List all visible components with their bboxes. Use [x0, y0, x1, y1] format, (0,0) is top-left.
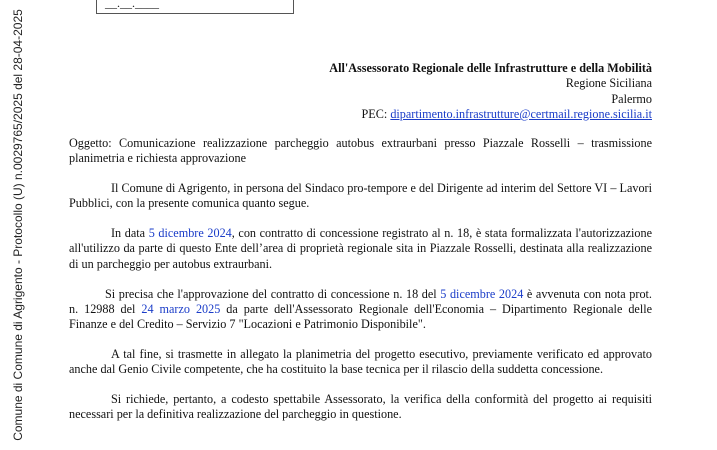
paragraph-request: Si richiede, pertanto, a codesto spettabile Assessorato, la verifica della conformità del progetto ai requisiti necessari per la definitiva realizzazione del parcheggio in questione.: [69, 392, 652, 422]
protocol-stamp-text: Comune di Comune di Agrigento - Protocollo (U) n.0029765/2025 del 28-04-2025: [11, 9, 26, 441]
date-highlight: 24 marzo 2025: [141, 301, 221, 316]
recipient-city: Palermo: [611, 91, 652, 106]
paragraph-concession: [69, 226, 652, 272]
recipient-pec-line: [66, 107, 652, 122]
text-span: è avvenuta con nota prot. n. 12988 del: [69, 286, 652, 316]
subject-line: Oggetto: Comunicazione realizzazione parcheggio autobus extraurbani presso Piazzale Rosselli – trasmissione planimetria e richiesta approvazione: [69, 136, 652, 166]
text-span: In data: [111, 226, 149, 241]
text-span: da parte dell'Assessorato Regionale dell'Economia – Dipartimento Regionale delle Finanze e del Credito – Servizio 7 "Locazioni e Patrimonio Disponibile".: [69, 301, 652, 332]
text-span: , con contratto di concessione registrato al n. 18, è stata formalizzata l'autorizzazione all'utilizzo da parte di questo Ente dell’area di proprietà regionale sita in Piazzale Rosselli, destinata alla realizzazione di un parcheggio per autobus extraurbani.: [69, 226, 653, 271]
recipient-region: Regione Siciliana: [565, 76, 652, 91]
document-page: [66, 0, 652, 450]
paragraph-attachment: A tal fine, si trasmette in allegato la planimetria del progetto esecutivo, previamente verificato ed approvato anche dal Genio Civile competente, che ha costituito la base tecnica per il rilascio della suddetta concessione.: [69, 346, 652, 377]
text-span: Si precisa che l'approvazione del contratto di concessione n. 18 del: [105, 286, 441, 301]
protocol-stamp: [0, 0, 36, 450]
recipient-name: All'Assessorato Regionale delle Infrastrutture e della Mobilità: [329, 61, 652, 75]
recipient-block: [66, 61, 652, 122]
top-field-box: [96, 0, 294, 14]
letter-body: [69, 136, 652, 437]
paragraph-approval: [69, 287, 652, 333]
date-highlight: 5 dicembre 2024: [440, 286, 524, 301]
pec-email-link[interactable]: dipartimento.infrastrutture@certmail.regione.sicilia.it: [390, 106, 652, 121]
pec-label: PEC:: [361, 106, 391, 121]
date-highlight: 5 dicembre 2024: [148, 226, 232, 241]
top-field-placeholder: __.__.____: [105, 0, 159, 10]
paragraph-intro: Il Comune di Agrigento, in persona del Sindaco pro-tempore e del Dirigente ad interim del Settore VI – Lavori Pubblici, con la presente comunica quanto segue.: [69, 181, 652, 211]
